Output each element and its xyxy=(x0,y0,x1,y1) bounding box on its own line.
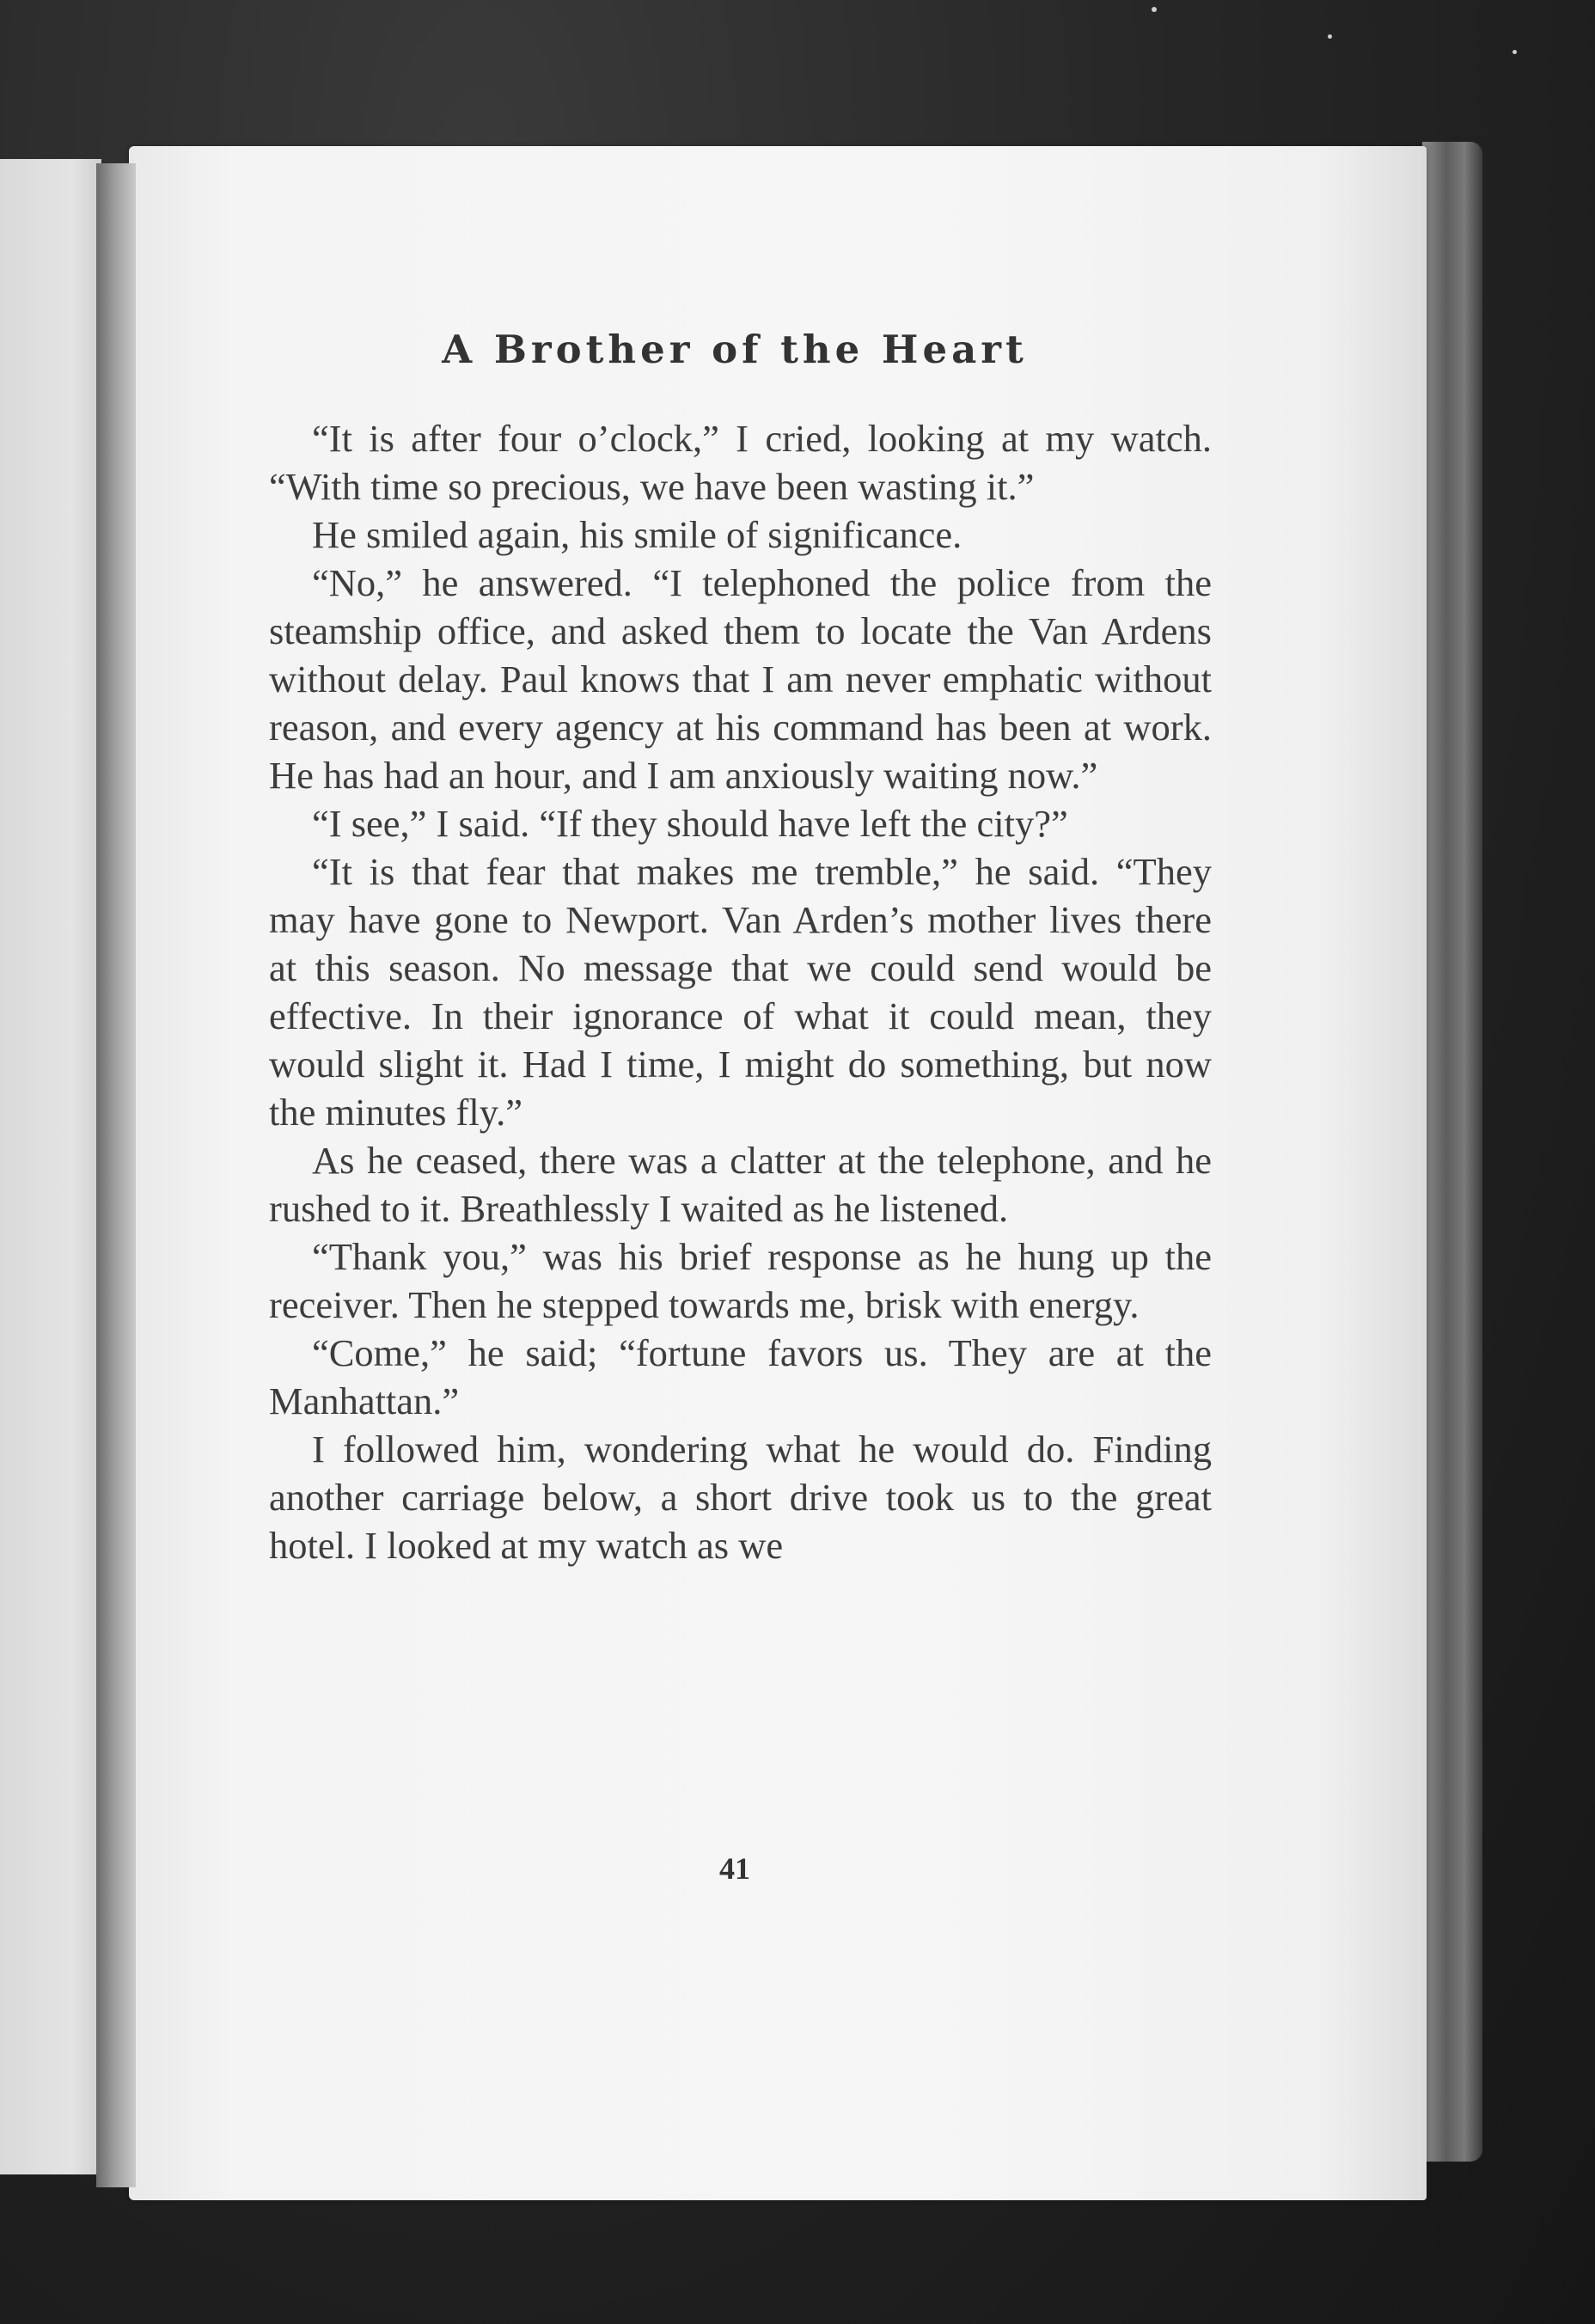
paragraph: I followed him, wondering what he would do. Finding another carriage below, a short drive took us to the great hotel. I looked at my watch as we xyxy=(269,1428,1212,1567)
paragraph: “Come,” he said; “fortune favors us. They are at the Manhattan.” xyxy=(269,1331,1212,1422)
body-text xyxy=(269,414,1212,1569)
facing-page-edge xyxy=(0,159,101,2174)
paragraph: He smiled again, his smile of significance. xyxy=(312,513,962,556)
paragraph: As he ceased, there was a clatter at the telephone, and he rushed to it. Breathlessly I waited as he listened. xyxy=(269,1139,1212,1230)
page-edge-stack xyxy=(1422,142,1482,2162)
page-number: 41 xyxy=(719,1851,750,1886)
paragraph: “It is that fear that makes me tremble,” he said. “They may have gone to Newport. Van Arden’s mother lives there at this season. No message that we could send would be effective. In their ignorance of what it could mean, they would slight it. Had I time, I might do something, but now the minutes fly.” xyxy=(269,850,1212,1134)
running-head: A Brother of the Heart xyxy=(442,327,1028,372)
dust-speck xyxy=(1512,50,1517,54)
paragraph: “I see,” I said. “If they should have left the city?” xyxy=(312,802,1068,845)
dust-speck xyxy=(1152,7,1157,12)
paragraph: “Thank you,” was his brief response as he hung up the receiver. Then he stepped towards me, brisk with energy. xyxy=(269,1235,1212,1326)
dust-speck xyxy=(1328,34,1332,39)
paragraph: “It is after four o’clock,” I cried, looking at my watch. “With time so precious, we have been wasting it.” xyxy=(269,417,1212,508)
paragraph: “No,” he answered. “I telephoned the police from the steamship office, and asked them to locate the Van Ardens without delay. Paul knows that I am never emphatic without reason, and every agency at his command has been at work. He has had an hour, and I am anxiously waiting now.” xyxy=(269,561,1212,797)
